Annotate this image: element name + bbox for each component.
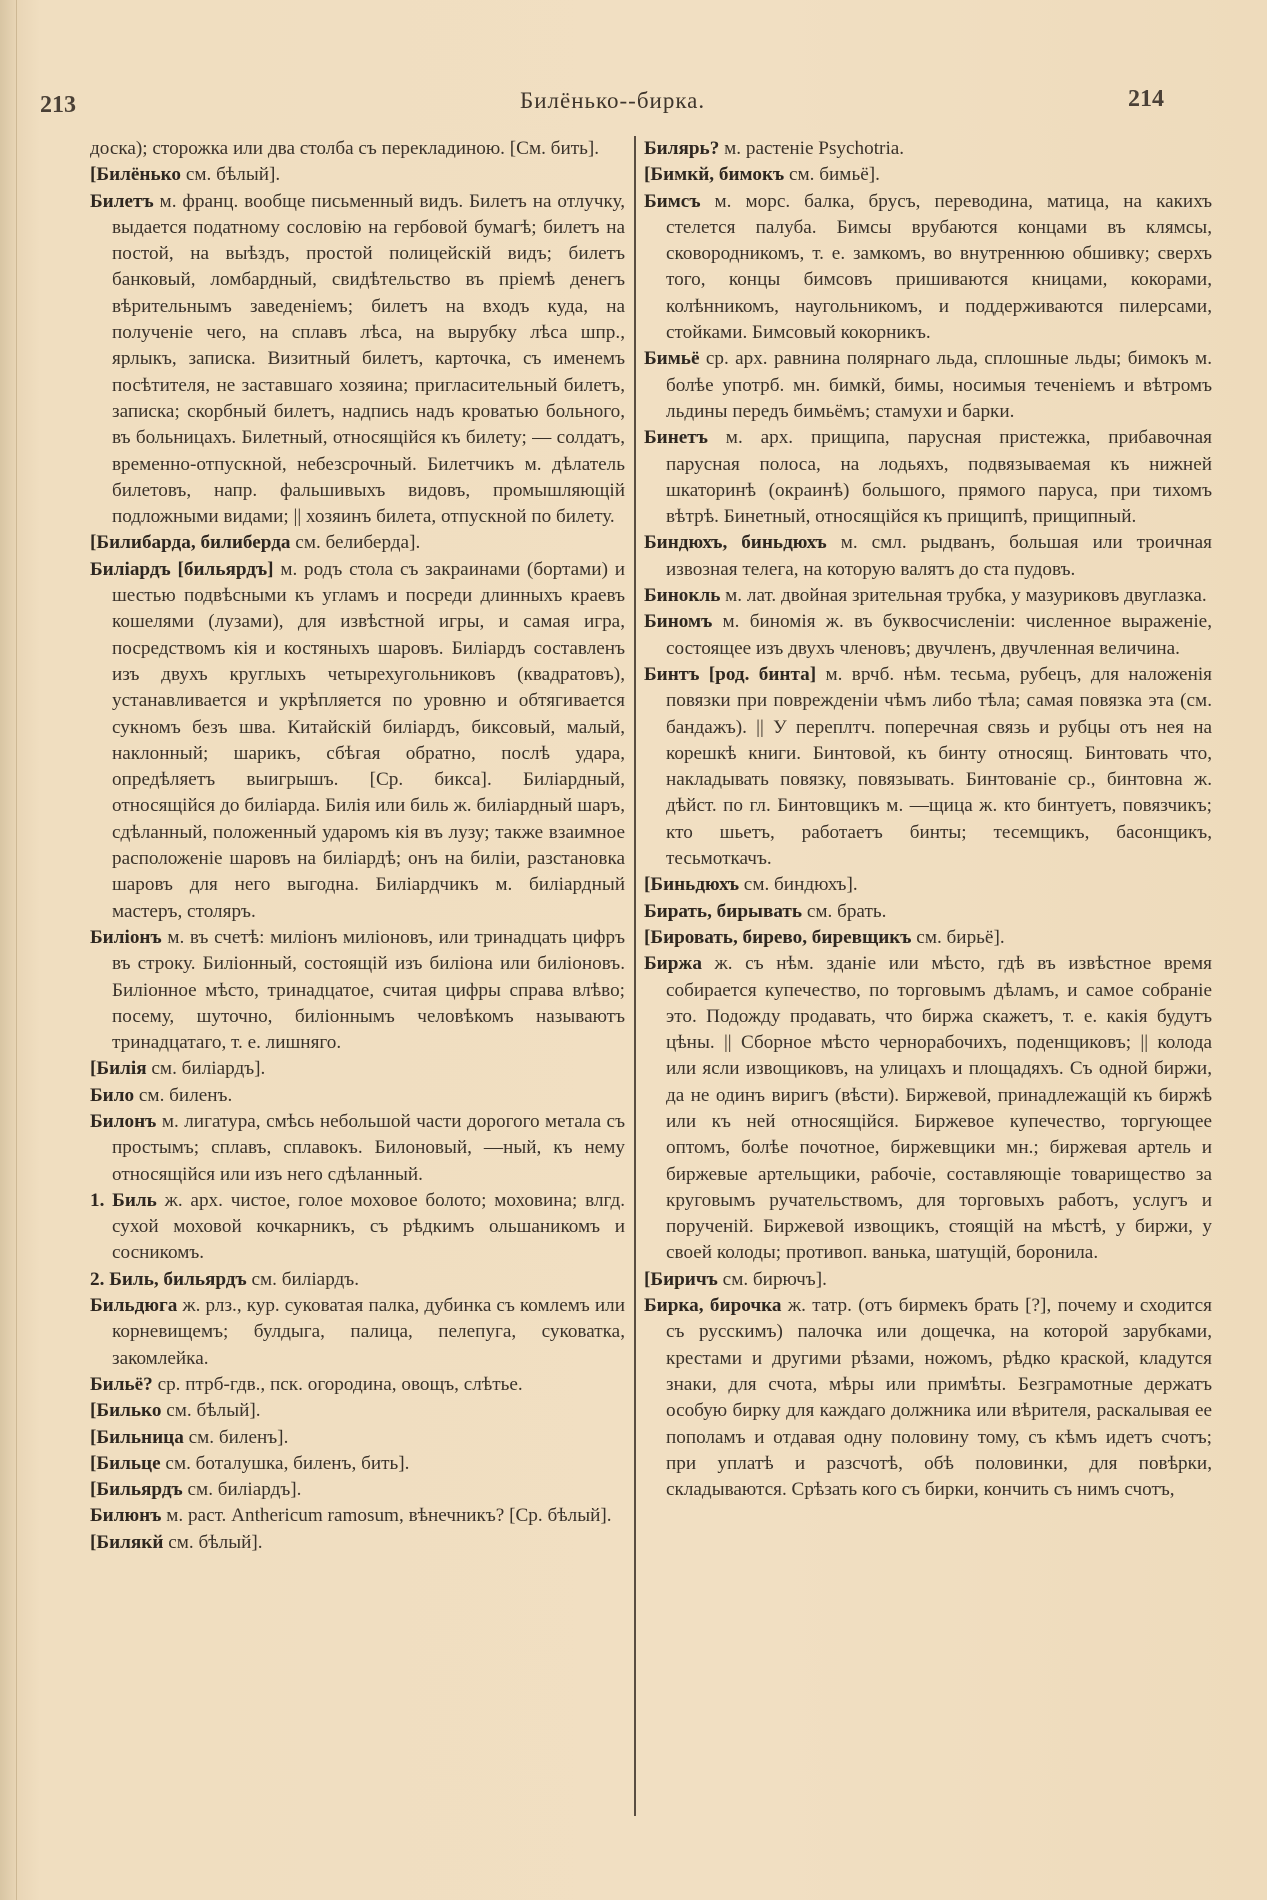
entry-headword: [Биричъ — [644, 1268, 718, 1290]
entry-definition: м. франц. вообще письменный видъ. Билетъ на отлучку, выдается податному сословію на гербовой бумагѣ; билетъ на постой, на выѣздъ, простой полицейскій видъ; билетъ банковый, ломбардный, свидѣтельство въ пріемѣ денегъ вѣрительнымъ заведеніемъ; билетъ на входъ куда, на полученіе чего, на сплавъ лѣса, на вырубку лѣса шпр., ярлыкъ, записка. Визитный билетъ, карточка, съ именемъ посѣтителя, не заставшаго хозяина; пригласительный билетъ, записка; скорбный билетъ, надпись надъ кроватью больного, въ больницахъ. Билетный, относящійся къ билету; — солдатъ, временно-отпускной, небезсрочный. Билетчикъ м. дѣлатель билетовъ, напр. фальшивыхъ видовъ, промышляющій подложными видами; || хозяинъ билета, отпускной по билету. — [112, 190, 625, 528]
entry-definition: см. биліардъ]. — [146, 1058, 266, 1080]
left-column — [90, 136, 625, 1556]
dictionary-entry — [644, 925, 1212, 951]
entry-headword: Било — [90, 1084, 135, 1106]
entry-definition: м. растеніе Psychotria. — [719, 138, 905, 159]
entry-headword: 2. Биль, бильярдъ — [90, 1268, 247, 1290]
dictionary-entry — [644, 872, 1212, 898]
dictionary-entry — [90, 162, 625, 188]
dictionary-entry — [644, 136, 1212, 162]
entry-definition: см. белиберда]. — [290, 532, 421, 554]
entry-definition: см. биленъ. — [134, 1084, 233, 1106]
entry-headword: [Бильярдъ — [90, 1479, 183, 1501]
entry-definition: м. морс. балка, брусъ, переводина, матица, на какихъ стелется палуба. Бимсы врубаются концами въ клямсы, сковородникомъ, т. е. замкомъ, во внутреннюю обшивку; сверхъ того, концы бимсовъ пришиваются кницами, кокорами, колѣнникомъ, наугольникомъ, и поддерживаются пилерсами, стойками. Бимсовый кокорникъ. — [666, 190, 1212, 344]
entry-definition: м. биномія ж. въ буквосчисленіи: численное выраженіе, состоящее изъ двухъ членовъ; двучленъ, двучленная величина. — [666, 611, 1212, 659]
right-page-number: 214 — [1128, 86, 1164, 112]
dictionary-entry — [90, 1188, 625, 1267]
dictionary-entry — [644, 346, 1212, 425]
dictionary-entry — [90, 1083, 625, 1109]
entry-definition: м. арх. прищипа, парусная пристежка, прибавочная парусная полоса, на лодьяхъ, подвязываемая къ нижней шкаторинѣ (окраинѣ) большого, прямого паруса, при тихомъ вѣтрѣ. Бинетный, относящійся къ прищипѣ, прищипный. — [666, 427, 1212, 528]
entry-headword: Бильё? — [90, 1373, 153, 1395]
entry-headword: Билетъ — [90, 190, 154, 212]
entry-headword: Билюнъ — [90, 1505, 162, 1527]
entry-definition: ж. рлз., кур. суковатая палка, дубинка съ комлемъ или корневищемъ; булдыга, палица, пелепуга, суковатка, закомлейка. — [112, 1295, 625, 1369]
entry-headword: Билярь? — [644, 138, 720, 159]
entry-definition: см. бѣлый]. — [163, 1531, 263, 1553]
dictionary-entry — [644, 189, 1212, 347]
dictionary-entry — [90, 136, 625, 162]
entry-definition: м. раст. Anthericum ramosum, вѣнечникъ? [Ср. бѣлый]. — [161, 1505, 612, 1527]
dictionary-entry — [90, 530, 625, 556]
entry-definition: м. лат. двойная зрительная трубка, у мазуриковъ двуглазка. — [720, 585, 1207, 607]
entry-headword: [Бильница — [90, 1426, 184, 1448]
dictionary-entry — [644, 951, 1212, 1267]
entry-definition: доска); сторожка или два столба съ перекладиною. [См. бить]. — [90, 138, 600, 159]
entry-definition: см. биленъ]. — [183, 1426, 289, 1448]
dictionary-entry — [90, 1293, 625, 1372]
dictionary-entry — [90, 1425, 625, 1451]
right-column — [634, 136, 1212, 1816]
dictionary-entry — [644, 662, 1212, 872]
entry-headword: [Билія — [90, 1058, 147, 1080]
entry-definition: ж. арх. чистое, голое моховое болото; моховина; влгд. сухой моховой кочкарникъ, съ рѣдкимъ ольшаникомъ и сосникомъ. — [112, 1189, 625, 1264]
entry-headword: [Билибарда, билиберда — [90, 532, 291, 554]
entry-definition: м. въ счетѣ: миліонъ миліоновъ, или тринадцать цифръ въ строку. Биліонный, состоящій изъ биліона или биліоновъ. Биліонное мѣсто, тринадцатое, считая цифры справа влѣво; посему, шуточно, биліоннымъ человѣкомъ называютъ тринадцатаго, т. е. лишняго. — [112, 926, 625, 1054]
dictionary-entry — [90, 1056, 625, 1082]
dictionary-entry — [90, 925, 625, 1056]
entry-definition: ср. птрб-гдв., пск. огородина, овощъ, слѣтье. — [152, 1373, 523, 1395]
entry-definition: ж. татр. (отъ бирмекъ брать [?], почему и сходится съ русскимъ) палочка или дощечка, на которой зарубками, крестами и другими рѣзами, ножомъ, рѣдко краской, кладутся знаки, для счота, мѣры или примѣты. Безграмотные держатъ особую бирку для каждаго должника или вѣрителя, раскалывая ее пополамъ и отдавая одну половину тому, съ кѣмъ идетъ счотъ; при уплатѣ и разсчотѣ, обѣ половинки, для повѣрки, складываются. Срѣзать кого съ бирки, кончить съ нимъ счотъ, — [666, 1295, 1212, 1501]
dictionary-entry — [90, 1267, 625, 1293]
entry-definition: см. бимьё]. — [784, 164, 880, 186]
dictionary-entry — [644, 530, 1212, 583]
dictionary-entry — [90, 189, 625, 531]
entry-definition: см. биліардъ]. — [182, 1479, 302, 1501]
entry-headword: Биндюхъ, биньдюхъ — [644, 532, 827, 554]
entry-definition: ср. арх. равнина полярнаго льда, сплошные льды; бимокъ м. болѣе употрб. мн. бимкй, бимы, носимыя теченіемъ и вѣтромъ льдины передъ бимьёмъ; стамухи и барки. — [666, 348, 1212, 422]
entry-headword: Биліардъ [бильярдъ] — [90, 558, 274, 580]
entry-headword: [Бировать, бирево, биревщикъ — [644, 926, 912, 948]
entry-headword: Бимсъ — [644, 190, 701, 212]
entry-headword: [Билько — [90, 1400, 162, 1422]
dictionary-entry — [90, 1477, 625, 1503]
dictionary-entry — [644, 1267, 1212, 1293]
dictionary-entry — [90, 1503, 625, 1529]
entry-definition: м. смл. рыдванъ, большая или троичная извозная телега, на которую валятъ до ста пудовъ. — [666, 532, 1212, 580]
entry-headword: Биномъ — [644, 611, 713, 633]
entry-headword: [Билякй — [90, 1531, 164, 1553]
entry-definition: см. биліардъ. — [246, 1268, 360, 1290]
entry-definition: см. боталушка, биленъ, бить]. — [160, 1452, 410, 1474]
entry-definition: ж. съ нѣм. зданіе или мѣсто, гдѣ въ извѣстное время собирается купечество, по торговымъ дѣламъ, и самое собраніе это. Подожду продавать, что биржа скажетъ, т. е. какія будутъ цѣны. || Сборное мѣсто чернорабочихъ, поденщиковъ; || колода или ясли извощиковъ, на улицахъ и площадяхъ. Съ одной биржи, да не одинъ виригъ (вѣсти). Биржевой, принадлежащій къ биржѣ или къ ней относящійся. Биржевое купечество, торгующее оптомъ, болѣе почотное, биржевщики мн.; биржевая артель и биржевые артельщики, рабочіе, составляющіе товарищество за круговымъ ручательствомъ, для торговыхъ работъ, услугъ и порученій. Биржевой извощикъ, стоящій на мѣстѣ, у биржи, у своей колоды; противоп. ванька, шатущій, боронила. — [666, 953, 1212, 1264]
entry-headword: Бирать, бирывать — [644, 900, 803, 922]
dictionary-entry — [644, 162, 1212, 188]
entry-definition: см. бирьё]. — [911, 926, 1005, 948]
entry-headword: [Бильце — [90, 1452, 161, 1474]
entry-headword: [Билёнько — [90, 164, 182, 186]
dictionary-entry — [644, 609, 1212, 662]
dictionary-entry — [90, 1451, 625, 1477]
entry-definition: м. родъ стола съ закраинами (бортами) и шестью подвѣсными къ угламъ и посреди длинныхъ краевъ кошелями (лузами), для извѣстной игры, и самая игра, посредствомъ кія и костяныхъ шаровъ. Биліардъ составленъ изъ двухъ круглыхъ четырехугольниковъ (квадратовъ), устанавливается и укрѣпляется по уровню и обтягивается сукномъ безъ шва. Китайскій биліардъ, биксовый, малый, наклонный; шарикъ, сбѣгая обратно, послѣ удара, опредѣляетъ выигрышъ. [Ср. бикса]. Биліардный, относящійся до биліарда. Билія или биль ж. биліардный шаръ, сдѣланный, положенный ударомъ кія въ лузу; также взаимное расположеніе шаровъ на биліардѣ; онъ на биліи, разстановка шаровъ для него выгодна. Биліардчикъ м. биліардный мастеръ, столяръ. — [112, 558, 625, 922]
entry-headword: Бинокль — [644, 585, 721, 607]
entry-definition: см. бирючъ]. — [717, 1268, 827, 1290]
entry-headword: Бинетъ — [644, 427, 708, 449]
entry-headword: Бирка, бирочка — [644, 1295, 782, 1317]
entry-headword: 1. Биль — [90, 1189, 157, 1211]
dictionary-entry — [90, 1530, 625, 1556]
dictionary-entry — [90, 557, 625, 925]
left-page-number: 213 — [40, 92, 76, 118]
dictionary-entry — [90, 1109, 625, 1188]
entry-definition: см. биндюхъ]. — [739, 874, 858, 896]
running-head: Билёнько--бирка. — [520, 88, 706, 113]
entry-definition: м. лигатура, смѣсь небольшой части дорогого метала съ простымъ; сплавъ, сплавокъ. Билоновый, —ный, къ нему относящійся или изъ него сдѣланный. — [112, 1110, 625, 1185]
dictionary-entry — [644, 583, 1212, 609]
entry-definition: см. бѣлый]. — [161, 1400, 261, 1422]
dictionary-entry — [90, 1372, 625, 1398]
entry-headword: Бинтъ [род. бинта] — [644, 663, 817, 685]
entry-definition: м. врчб. нѣм. тесьма, рубецъ, для наложенія повязки при поврежденіи чѣмъ либо тѣла; самая повязка эта (см. бандажъ). || У переплтч. поперечная связь и рубцы отъ нея на корешкѣ книги. Бинтовой, къ бинту относящ. Бинтовать что, накладывать повязку, повязывать. Бинтованіе ср., бинтовна ж. дѣйст. по гл. Бинтовщикъ м. —щица ж. кто бинтуетъ, повязчикъ; кто шьетъ, работаетъ бинты; тесемщикъ, басонщикъ, тесьмоткачъ. — [666, 663, 1212, 870]
entry-definition: см. бѣлый]. — [181, 164, 281, 186]
entry-headword: Биржа — [644, 953, 702, 975]
dictionary-entry — [90, 1398, 625, 1424]
book-spine-edge — [0, 0, 17, 1900]
dictionary-entry — [644, 1293, 1212, 1503]
dictionary-entry — [644, 425, 1212, 530]
entry-headword: [Бимкй, бимокъ — [644, 164, 785, 186]
entry-headword: [Биньдюхъ — [644, 874, 739, 896]
entry-headword: Билонъ — [90, 1110, 157, 1132]
entry-headword: Биліонъ — [90, 926, 162, 948]
entry-definition: см. брать. — [802, 900, 887, 922]
dictionary-entry — [644, 899, 1212, 925]
entry-headword: Бильдюга — [90, 1295, 178, 1317]
entry-headword: Бимьё — [644, 348, 700, 370]
